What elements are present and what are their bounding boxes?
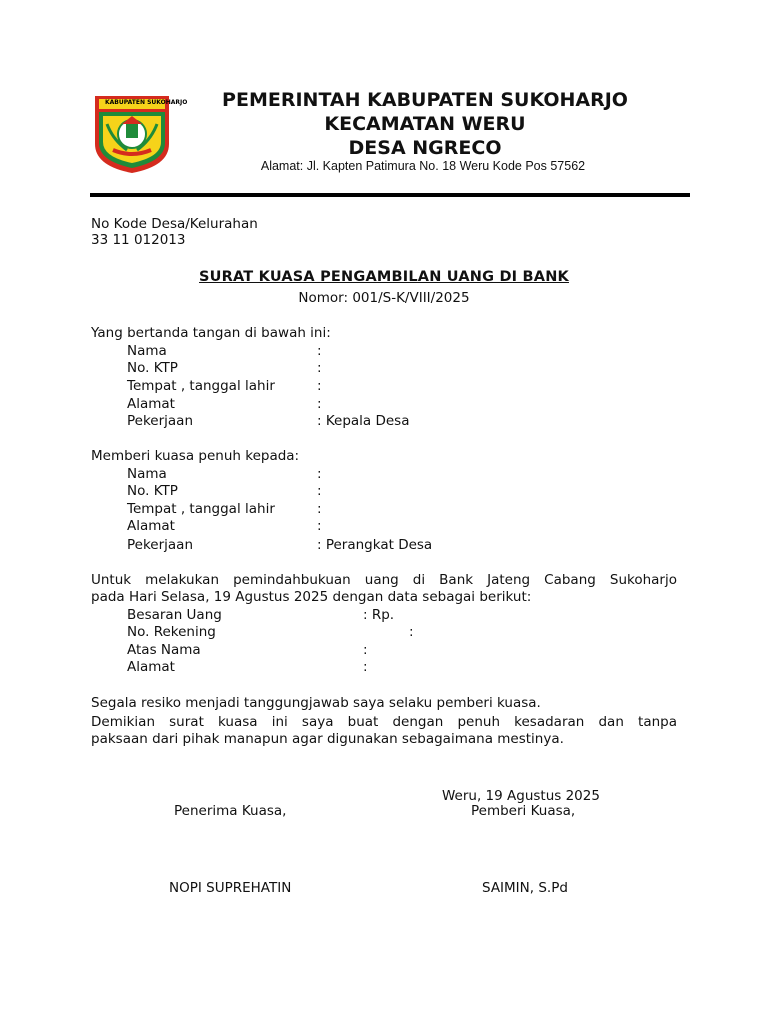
field-value: : Kepala Desa (317, 413, 410, 429)
letterhead-address: Alamat: Jl. Kapten Patimura No. 18 Weru Kode Pos 57562 (260, 159, 586, 173)
closing-line-1: Segala resiko menjadi tanggungjawab saya selaku pemberi kuasa. (91, 695, 541, 711)
field-label: Alamat (127, 659, 175, 675)
logo-text: KABUPATEN SUKOHARJO (105, 99, 188, 106)
field-label: Besaran Uang (127, 607, 222, 623)
place-date: Weru, 19 Agustus 2025 (442, 788, 600, 804)
receiver-label: Penerima Kuasa, (174, 803, 287, 819)
field-label: Tempat , tanggal lahir (127, 378, 275, 394)
grantor-intro: Yang bertanda tangan di bawah ini: (91, 325, 331, 341)
letterhead-divider (90, 193, 690, 197)
field-value: : Rp. (363, 607, 395, 623)
field-value: : Perangkat Desa (317, 537, 433, 553)
field-label: Atas Nama (127, 642, 201, 658)
receiver-name: NOPI SUPREHATIN (169, 880, 292, 896)
field-value: : (363, 642, 368, 658)
field-label: Pekerjaan (127, 537, 194, 553)
giver-name: SAIMIN, S.Pd (482, 880, 568, 896)
field-value: : (317, 518, 322, 534)
field-value: : (317, 466, 322, 482)
field-value: : (317, 378, 322, 394)
field-label: No. KTP (127, 360, 178, 376)
letterhead-district: KECAMATAN WERU (324, 113, 526, 135)
field-value: : (317, 360, 322, 376)
village-code-value: 33 11 012013 (91, 232, 186, 248)
grantee-intro: Memberi kuasa penuh kepada: (91, 448, 300, 464)
field-label: Tempat , tanggal lahir (127, 501, 275, 517)
field-value: : (317, 343, 322, 359)
field-label: Nama (127, 466, 167, 482)
giver-label: Pemberi Kuasa, (471, 803, 576, 819)
field-value: : (317, 396, 322, 412)
letterhead-government: PEMERINTAH KABUPATEN SUKOHARJO (222, 89, 628, 111)
field-label: Alamat (127, 518, 175, 534)
letterhead-village: DESA NGRECO (348, 137, 502, 159)
letter-number: Nomor: 001/S-K/VIII/2025 (298, 290, 470, 306)
field-label: Pekerjaan (127, 413, 194, 429)
village-code-label: No Kode Desa/Kelurahan (91, 216, 258, 232)
field-label: No. KTP (127, 483, 178, 499)
field-label: Nama (127, 343, 167, 359)
field-value: : (317, 501, 322, 517)
purpose-line-1: Untuk melakukan pemindahbukuan uang di Bank Jateng Cabang Sukoharjo (91, 572, 677, 588)
closing-line-3: paksaan dari pihak manapun agar digunakan sebagaimana mestinya. (91, 731, 564, 747)
field-label: Alamat (127, 396, 175, 412)
purpose-line-2: pada Hari Selasa, 19 Agustus 2025 dengan data sebagai berikut: (91, 589, 532, 605)
field-value: : (409, 624, 414, 640)
field-label: No. Rekening (127, 624, 216, 640)
closing-line-2: Demikian surat kuasa ini saya buat dengan penuh kesadaran dan tanpa (91, 714, 677, 730)
field-value: : (363, 659, 368, 675)
letter-title: SURAT KUASA PENGAMBILAN UANG DI BANK (199, 269, 569, 285)
field-value: : (317, 483, 322, 499)
